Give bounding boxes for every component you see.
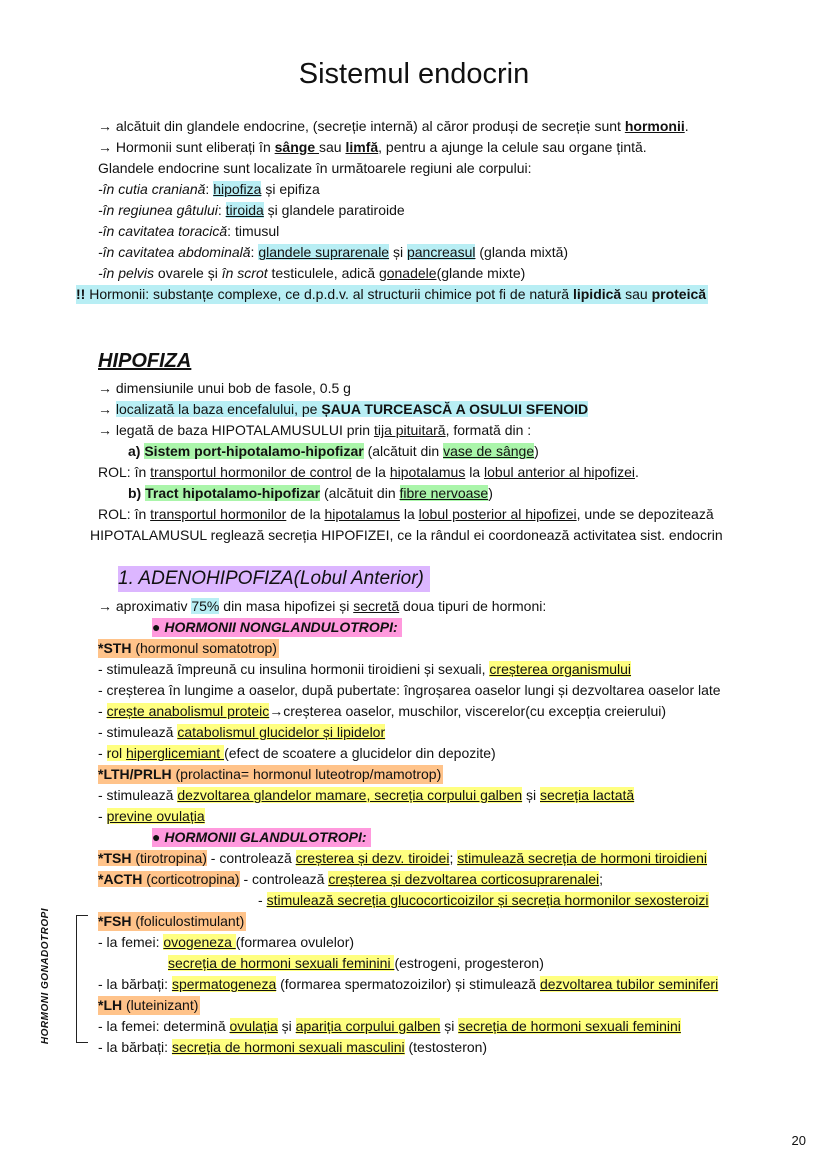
- text: (alcătuit din: [363, 443, 444, 459]
- hipofiza-line-2: [98, 400, 588, 419]
- text: secreția de hormoni sexuali feminini: [458, 1018, 681, 1034]
- text-hormonii: hormonii: [624, 118, 685, 134]
- text: rol: [106, 745, 127, 761]
- text: crește anabolismul proteic: [106, 703, 270, 719]
- text: (foliculostimulant): [131, 913, 245, 929]
- hipofiza-b-line: [128, 484, 493, 503]
- tsh-line: [98, 849, 707, 868]
- text: *LTH/PRLH: [98, 766, 172, 782]
- text-pancreasul: pancreasul: [406, 244, 476, 260]
- section-heading-adenohipofiza: 1. ADENOHIPOFIZA(Lobul Anterior): [118, 566, 430, 592]
- text: apariția corpului galben: [295, 1018, 441, 1034]
- sth-line-5: [98, 744, 496, 763]
- intro-note: [76, 285, 708, 304]
- text-gonadele: gonadele: [378, 265, 437, 281]
- text: catabolismul glucidelor și lipidelor: [177, 724, 386, 740]
- intro-line-7: [98, 243, 568, 262]
- section-heading-hipofiza: HIPOFIZA: [98, 350, 192, 372]
- text: - la femei: determină: [98, 1018, 230, 1034]
- text-75: 75%: [191, 598, 220, 614]
- text-proteica: proteică: [651, 286, 707, 302]
- lth-line-2: [98, 807, 205, 826]
- text: (luteinizant): [122, 997, 199, 1013]
- text: în scrot: [221, 265, 268, 281]
- text: din masa hipofizei și: [219, 598, 354, 614]
- text: -în cavitatea toracică: [98, 223, 228, 239]
- text: (efect de scoatere a glucidelor din depozite): [224, 745, 496, 761]
- text: → alcătuit din glandele endocrine, (secreție internă) al căror produși de secreție sunt: [98, 118, 625, 134]
- text: secreția de hormoni sexuali masculini: [171, 1039, 405, 1055]
- text-fibre: fibre nervoase: [399, 485, 489, 501]
- text: *FSH: [98, 913, 132, 929]
- text: (glande mixte): [436, 265, 526, 281]
- text: sau: [621, 286, 652, 302]
- text: b): [128, 485, 146, 501]
- text: [98, 850, 207, 866]
- text-saua-turceasca: ȘAUA TURCEASCĂ A OSULUI SFENOID: [321, 401, 589, 417]
- text: lobul anterior al hipofizei: [484, 464, 635, 480]
- text: - stimulează împreună cu insulina hormonii tiroidieni și sexuali,: [98, 661, 490, 677]
- text: ovarele și: [154, 265, 222, 281]
- text: ;: [599, 871, 604, 887]
- text-vase: vase de sânge: [443, 443, 535, 459]
- subheading-nonglandulotropi: ● HORMONII NONGLANDULOTROPI:: [152, 618, 402, 637]
- text: →: [98, 401, 116, 417]
- text: (estrogeni, progesteron): [394, 955, 544, 971]
- text: hiperglicemiant: [126, 745, 225, 761]
- text: ovulația: [229, 1018, 278, 1034]
- hipofiza-a-line: [128, 442, 539, 461]
- text-sistem-port: Sistem port-hipotalamo-hipofizar: [144, 443, 364, 459]
- text: dezvoltarea glandelor mamare, secreția corpului galben: [177, 787, 523, 803]
- page-number: 20: [791, 1133, 806, 1148]
- text: Hormonii: substanțe complexe, ce d.p.d.v. al structurii chimice pot fi de natură: [89, 286, 573, 302]
- text: → Hormonii sunt eliberați în: [98, 139, 275, 155]
- intro-line-6: [98, 222, 279, 241]
- text: ): [488, 485, 493, 501]
- page-title: Sistemul endocrin: [298, 58, 530, 90]
- text: :: [205, 181, 214, 197]
- text: spermatogeneza: [171, 976, 277, 992]
- lh-heading: [98, 996, 200, 1015]
- hipofiza-rol-2: [98, 505, 714, 524]
- text: transportul hormonilor: [150, 506, 287, 522]
- text: [98, 871, 240, 887]
- hipofiza-rol-1: [98, 463, 639, 482]
- text: testiculele, adică: [267, 265, 379, 281]
- text-tija: tija pituitară: [373, 422, 446, 438]
- text: *STH: [98, 640, 132, 656]
- lh-line-2: [98, 1038, 487, 1057]
- text: creșterea organismului: [489, 661, 632, 677]
- text: -: [98, 745, 107, 761]
- text: sau: [319, 139, 346, 155]
- text: : timusul: [227, 223, 280, 239]
- text: creșterea și dezvoltarea corticosuprarenalei: [328, 871, 600, 887]
- text: și: [389, 244, 407, 260]
- text: - la femei:: [98, 934, 164, 950]
- subheading-glandulotropi: ● HORMONII GLANDULOTROPI:: [152, 828, 371, 847]
- text: *TSH: [98, 850, 132, 866]
- text: *LH: [98, 997, 123, 1013]
- fsh-heading: [98, 912, 246, 931]
- text: .: [635, 464, 639, 480]
- text: a): [128, 443, 145, 459]
- text: hipotalamus: [324, 506, 400, 522]
- text: (tirotropina): [131, 850, 207, 866]
- text: ovogeneza: [163, 934, 236, 950]
- text: secretă: [353, 598, 400, 614]
- side-label-gonadotropi: HORMONI GONADOTROPI: [40, 907, 51, 1045]
- text: (hormonul somatotrop): [131, 640, 277, 656]
- sth-line-1: [98, 660, 631, 679]
- fsh-line-3: [98, 975, 718, 994]
- text: :: [217, 202, 226, 218]
- hipofiza-line-1: → dimensiunile unui bob de fasole, 0.5 g: [98, 380, 351, 396]
- text: -în cutia craniană: [98, 181, 206, 197]
- text: → legată de baza HIPOTALAMUSULUI prin: [98, 422, 374, 438]
- intro-line-5: [98, 201, 405, 220]
- text: → aproximativ: [98, 598, 192, 614]
- text: *ACTH: [98, 871, 143, 887]
- text-tract: Tract hipotalamo-hipofizar: [145, 485, 321, 501]
- acth-line: [98, 870, 603, 889]
- text: [116, 401, 588, 417]
- text: la: [399, 506, 419, 522]
- text: (corticotropina): [142, 871, 240, 887]
- text: -în pelvis: [98, 265, 155, 281]
- text: - la bărbați:: [98, 1039, 172, 1055]
- lh-line-1: [98, 1017, 681, 1036]
- text: (prolactina= hormonul luteotrop/mamotrop): [171, 766, 442, 782]
- text: hipotalamus: [389, 464, 466, 480]
- intro-line-4: [98, 180, 320, 199]
- text: , pentru a ajunge la celule sau organe țintă.: [378, 139, 647, 155]
- text: secreția de hormoni sexuali feminini: [168, 955, 395, 971]
- adeno-line-1: [98, 597, 546, 616]
- hipofiza-line-3: [98, 421, 531, 440]
- text: !!: [76, 286, 90, 302]
- fsh-line-1: [98, 933, 354, 952]
- text: secreția lactată: [540, 787, 635, 803]
- lth-heading: [98, 765, 443, 784]
- text: transportul hormonilor de control: [150, 464, 352, 480]
- text: :: [250, 244, 259, 260]
- fsh-line-2: [168, 954, 544, 973]
- text: ;: [449, 850, 458, 866]
- text: și epifiza: [261, 181, 320, 197]
- text: -: [98, 808, 107, 824]
- text: - controlează: [206, 850, 296, 866]
- text: localizată la baza encefalului, pe: [115, 401, 322, 417]
- text: și glandele paratiroide: [263, 202, 405, 218]
- text: - stimulează: [98, 724, 178, 740]
- text: doua tipuri de hormoni:: [399, 598, 547, 614]
- text: (testosteron): [404, 1039, 488, 1055]
- text: stimulează secreția de hormoni tiroidieni: [457, 850, 708, 866]
- text: (alcătuit din: [320, 485, 400, 501]
- text: →creșterea oaselor, muschilor, viscerelor(cu excepția creierului): [269, 703, 667, 719]
- text: - la bărbați:: [98, 976, 172, 992]
- text-hipofiza: hipofiza: [213, 181, 262, 197]
- text: [107, 745, 225, 761]
- sth-line-2: - creșterea în lungime a oaselor, după pubertate: îngroșarea oaselor lungi și dezvoltarea oaselor late: [98, 682, 721, 698]
- text: creșterea și dezv. tiroidei: [295, 850, 450, 866]
- intro-line-2: [98, 138, 647, 157]
- text: previne ovulația: [106, 808, 205, 824]
- text: , formată din :: [445, 422, 532, 438]
- text: și: [277, 1018, 296, 1034]
- text: de la: [351, 464, 390, 480]
- text-limfa: limfă: [345, 139, 379, 155]
- text: -în cavitatea abdominală: [98, 244, 251, 260]
- text: ROL: în: [98, 464, 151, 480]
- text: (formarea ovulelor): [235, 934, 355, 950]
- text: ROL: în: [98, 506, 151, 522]
- gonadotropi-bracket: [76, 915, 88, 1043]
- sth-line-4: [98, 723, 385, 742]
- text: dezvoltarea tubilor seminiferi: [539, 976, 719, 992]
- lth-line-1: [98, 786, 634, 805]
- text-tiroida: tiroida: [225, 202, 264, 218]
- text: - stimulează: [98, 787, 178, 803]
- text: ): [534, 443, 539, 459]
- text: de la: [286, 506, 325, 522]
- sth-heading: [98, 639, 279, 658]
- intro-line-1: [98, 117, 689, 136]
- text: -în regiunea gâtului: [98, 202, 218, 218]
- text: (formarea spermatozoizilor) și stimulează: [276, 976, 540, 992]
- hipofiza-closing: HIPOTALAMUSUL reglează secreția HIPOFIZEI, ce la rândul ei coordonează activitatea sist. endocrin: [90, 527, 723, 543]
- text-sange: sânge: [274, 139, 319, 155]
- text: - controlează: [239, 871, 329, 887]
- text: (glanda mixtă): [475, 244, 569, 260]
- intro-line-8: [98, 264, 525, 283]
- text: -: [258, 892, 267, 908]
- text-suprarenale: glandele suprarenale: [258, 244, 390, 260]
- text: -: [98, 703, 107, 719]
- acth-line-2: [258, 891, 709, 910]
- intro-line-3: Glandele endocrine sunt localizate în următoarele regiuni ale corpului:: [98, 160, 532, 176]
- text-lipidica: lipidică: [572, 286, 622, 302]
- text: .: [684, 118, 689, 134]
- text: stimulează secreția glucocorticoizilor și secreția hormonilor sexosteroizi: [266, 892, 709, 908]
- text: lobul posterior al hipofizei: [418, 506, 577, 522]
- sth-line-3: [98, 702, 666, 721]
- text: , unde se depozitează: [576, 506, 714, 522]
- text: și: [522, 787, 540, 803]
- text: la: [465, 464, 485, 480]
- text: și: [440, 1018, 459, 1034]
